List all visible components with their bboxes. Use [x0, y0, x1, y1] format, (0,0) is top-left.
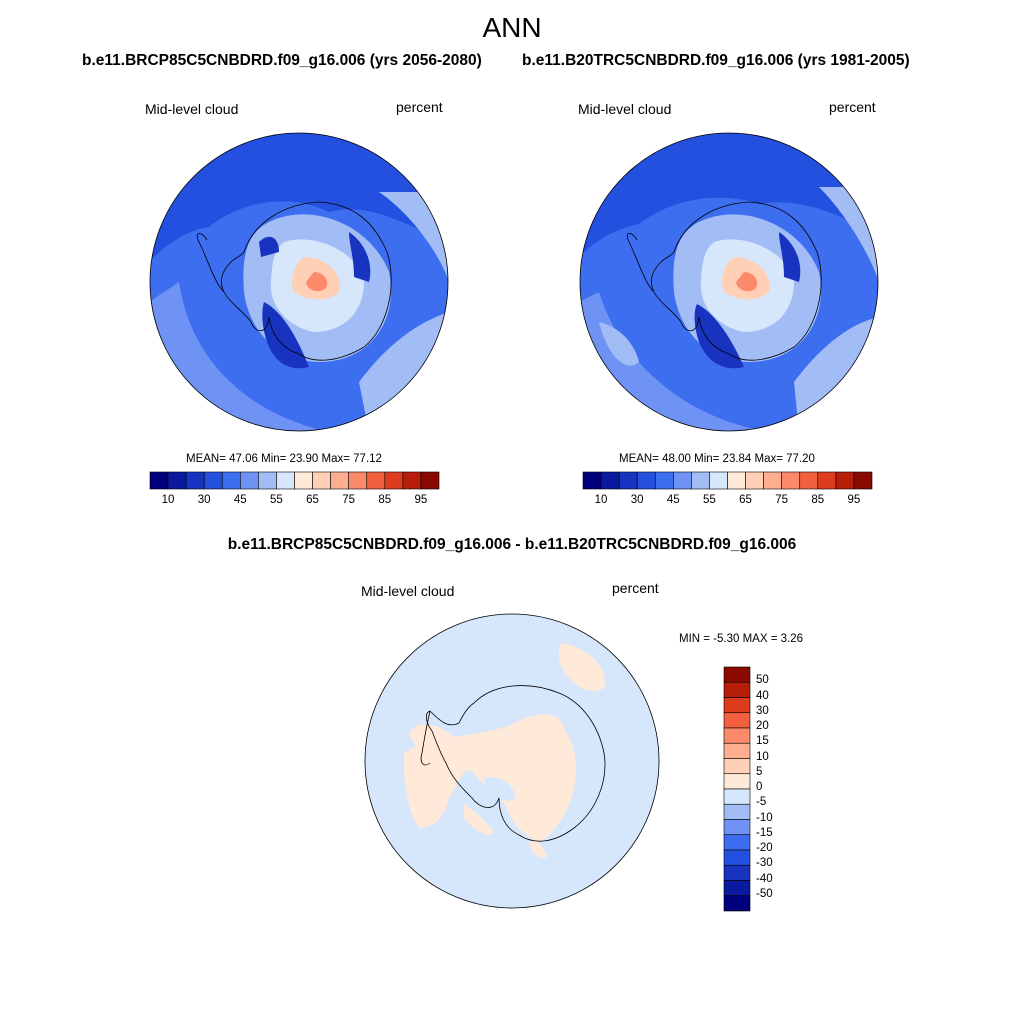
colorbar-tick-label: 65 [306, 494, 319, 506]
diff-header: b.e11.BRCP85C5CNBDRD.f09_g16.006 - b.e11.B20TRC5CNBDRD.f09_g16.006 [227, 536, 797, 553]
colorbar-tick-label: 30 [630, 494, 644, 506]
colorbar-swatch [800, 472, 818, 489]
colorbar-swatch [583, 472, 601, 489]
diff-stats: MIN = -5.30 MAX = 3.26 [679, 633, 804, 645]
colorbar-tick-label: 40 [756, 689, 769, 702]
colorbar-tick-label: 30 [756, 704, 769, 717]
colorbar-swatch [724, 789, 750, 804]
colorbar-tick-label: -5 [756, 796, 767, 809]
colorbar-tick-label: 45 [666, 494, 680, 506]
colorbar-swatch [385, 472, 403, 489]
colorbar-swatch [673, 472, 691, 489]
panel-1-variable-label: Mid-level cloud [145, 101, 239, 117]
colorbar-tick-label: 95 [847, 494, 861, 506]
colorbar-tick-label: 5 [756, 765, 763, 778]
colorbar-swatch [619, 472, 637, 489]
panel-1-case-header: b.e11.BRCP85C5CNBDRD.f09_g16.006 (yrs 2056-2080) [82, 52, 482, 69]
colorbar-swatch [724, 865, 750, 880]
colorbar-swatch [258, 472, 276, 489]
colorbar-tick-label: 75 [775, 494, 789, 506]
colorbar-tick-label: -20 [756, 842, 773, 854]
plot-title: ANN [482, 12, 542, 43]
colorbar-swatch [637, 472, 655, 489]
colorbar-tick-label: 10 [594, 494, 608, 506]
colorbar-swatch [724, 743, 750, 758]
colorbar-swatch [421, 472, 439, 489]
colorbar-tick-label: -15 [756, 826, 773, 839]
panel-2-polar-map [579, 132, 879, 432]
colorbar-swatch [367, 472, 385, 489]
colorbar-swatch [724, 896, 750, 911]
colorbar-swatch [724, 682, 750, 697]
colorbar-swatch [204, 472, 222, 489]
colorbar-tick-label: 85 [378, 494, 392, 506]
colorbar-tick-label: 95 [414, 494, 428, 506]
colorbar-swatch [601, 472, 619, 489]
diff-colorbar [724, 667, 750, 911]
colorbar-swatch [403, 472, 421, 489]
colorbar-swatch [724, 774, 750, 789]
panel-1-stats: MEAN= 47.06 Min= 23.90 Max= 77.12 [186, 453, 382, 465]
panel-2-stats: MEAN= 48.00 Min= 23.84 Max= 77.20 [619, 453, 815, 465]
colorbar-swatch [724, 820, 750, 835]
colorbar-swatch [724, 804, 750, 819]
colorbar-tick-label: 75 [342, 494, 356, 506]
colorbar-swatch [168, 472, 186, 489]
colorbar-tick-label: 10 [161, 494, 175, 506]
colorbar-swatch [691, 472, 709, 489]
colorbar-tick-label: 45 [233, 494, 247, 506]
colorbar-tick-label: 30 [197, 494, 211, 506]
colorbar-swatch [313, 472, 331, 489]
colorbar-swatch [186, 472, 204, 489]
colorbar-swatch [724, 835, 750, 850]
colorbar-swatch [746, 472, 764, 489]
panel-1-units-label: percent [396, 99, 443, 115]
colorbar-swatch [836, 472, 854, 489]
colorbar-swatch [150, 472, 168, 489]
panel-1-colorbar [150, 472, 439, 489]
colorbar-swatch [724, 881, 750, 896]
colorbar-tick-label: 55 [270, 494, 283, 506]
colorbar-swatch [818, 472, 836, 489]
colorbar-tick-label: -30 [756, 857, 773, 870]
panel-2-colorbar [583, 472, 872, 489]
colorbar-tick-label: 55 [703, 494, 716, 506]
colorbar-swatch [724, 728, 750, 743]
panel-2-case-header: b.e11.B20TRC5CNBDRD.f09_g16.006 (yrs 1981-2005) [522, 52, 910, 69]
panel-1-polar-map [149, 132, 449, 432]
colorbar-swatch [655, 472, 673, 489]
colorbar-tick-label: 50 [756, 674, 769, 687]
colorbar-swatch [222, 472, 240, 489]
colorbar-tick-label: -50 [756, 887, 773, 900]
colorbar-tick-label: -10 [756, 811, 773, 824]
panel-2-variable-label: Mid-level cloud [578, 101, 672, 117]
colorbar-swatch [724, 850, 750, 865]
colorbar-tick-label: 10 [756, 750, 769, 763]
colorbar-tick-label: 0 [756, 781, 763, 793]
colorbar-swatch [724, 713, 750, 728]
colorbar-swatch [728, 472, 746, 489]
colorbar-swatch [764, 472, 782, 489]
colorbar-swatch [724, 667, 750, 682]
colorbar-swatch [782, 472, 800, 489]
colorbar-tick-label: 15 [756, 735, 769, 748]
colorbar-swatch [349, 472, 367, 489]
colorbar-swatch [724, 759, 750, 774]
colorbar-swatch [240, 472, 258, 489]
diff-variable-label: Mid-level cloud [361, 583, 455, 599]
colorbar-swatch [331, 472, 349, 489]
panel-2-units-label: percent [829, 99, 876, 115]
diff-units-label: percent [612, 580, 659, 596]
colorbar-tick-label: -40 [756, 872, 773, 885]
colorbar-swatch [709, 472, 727, 489]
colorbar-swatch [276, 472, 294, 489]
colorbar-swatch [295, 472, 313, 489]
colorbar-swatch [854, 472, 872, 489]
colorbar-tick-label: 65 [739, 494, 752, 506]
colorbar-tick-label: 20 [756, 720, 769, 732]
colorbar-swatch [724, 698, 750, 713]
colorbar-tick-label: 85 [811, 494, 825, 506]
diff-polar-map [364, 613, 660, 909]
